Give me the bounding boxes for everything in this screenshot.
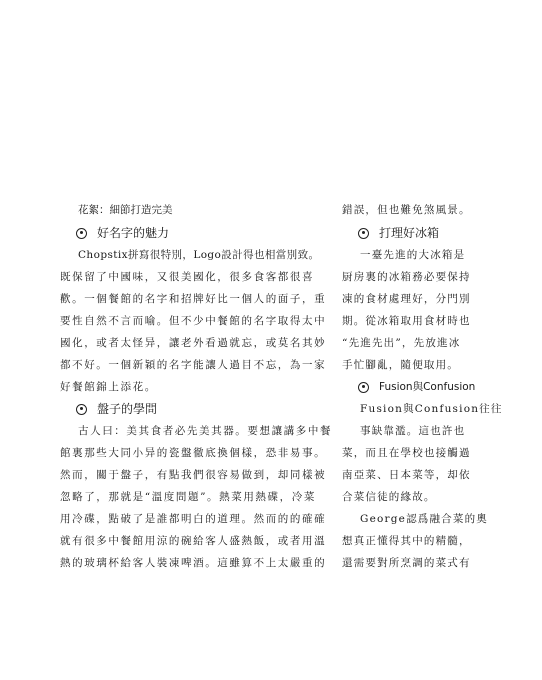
- paragraph-line: Chopstix拼寫很特別，Logo設計得也相當別致。: [78, 249, 320, 261]
- section-heading-good-name: [76, 222, 330, 244]
- paragraph-line: 要性自然不言而喻。但不少中餐館的名字取得太中: [60, 315, 327, 327]
- paragraph-line: 就有很多中餐館用涼的碗給客人盛熱飯，或者用溫: [60, 535, 327, 547]
- left-column: [60, 200, 333, 574]
- heading-text: 好名字的魅力: [97, 226, 170, 240]
- paragraph-line: 厨房裏的冰箱務必要保持: [342, 271, 471, 283]
- paragraph-line: 還需要對所烹調的菜式有: [342, 557, 471, 569]
- paragraph-line: 歡。一個餐館的名字和招牌好比一個人的面子，重: [60, 293, 327, 305]
- paragraph-line: 古人曰：美其食者必先美其器。要想讓講多中餐: [78, 425, 333, 437]
- right-column: [342, 200, 542, 574]
- paragraph-line: 好餐館錦上添花。: [60, 381, 157, 393]
- paragraph-line: 國化，或者太怪异，讓老外看過就忘，或莫名其妙: [60, 337, 327, 349]
- double-circle-bullet-icon: [358, 382, 369, 393]
- paragraph-line: 菜，而且在學校也接觸過: [342, 447, 471, 459]
- heading-text: Fusion與Confusion: [379, 381, 476, 393]
- section-heading-plates: [76, 398, 330, 420]
- paragraph-line: 忽略了，那就是“溫度問題”。熱菜用熱碟，冷菜: [60, 491, 316, 503]
- paragraph-line: 然而，關于盤子，有點我們很容易做到，却同樣被: [60, 469, 327, 481]
- paragraph-line: 凍的食材處理好，分門別: [342, 293, 471, 305]
- paragraph-line: 期。從冰箱取用食材時也: [342, 315, 471, 327]
- double-circle-bullet-icon: [76, 228, 87, 239]
- section-label: 花絮：細節打造完美: [78, 204, 173, 216]
- paragraph-line: 合菜信徒的緣故。: [342, 491, 436, 503]
- paragraph-line: Fusion與Confusion往往: [360, 403, 503, 415]
- paragraph-line: 手忙腳亂，隨便取用。: [342, 359, 459, 371]
- paragraph-line: 想真正懂得其中的精髓，: [342, 535, 471, 547]
- paragraph-line: 一臺先進的大冰箱是: [360, 249, 466, 261]
- paragraph-line: George認爲融合菜的奧: [360, 513, 488, 525]
- paragraph-line: 既保留了中國味，又很美國化，很多食客都很喜: [60, 271, 315, 283]
- double-circle-bullet-icon: [358, 228, 369, 239]
- paragraph-line: 用冷碟，點破了是誰都明白的道理。然而的的確確: [60, 513, 327, 525]
- heading-text: 盤子的學問: [97, 402, 158, 416]
- double-circle-bullet-icon: [76, 404, 87, 415]
- paragraph-line: “先進先出”，先放進冰: [342, 337, 461, 349]
- section-heading-fridge: [358, 222, 542, 244]
- paragraph-line: 都不好。一個新穎的名字能讓人過目不忘，為一家: [60, 359, 327, 371]
- heading-text: 打理好冰箱: [379, 226, 440, 240]
- paragraph-line: 南亞菜、日本菜等，却依: [342, 469, 471, 481]
- paragraph-line: 館裏那些大同小异的瓷盤徹底換個樣，恐非易事。: [60, 447, 327, 459]
- section-heading-fusion: [358, 376, 542, 398]
- paragraph-line: 熱的玻璃杯給客人裝凍啤酒。這雖算不上太嚴重的: [60, 557, 327, 569]
- paragraph-line: 錯誤，但也難免煞風景。: [342, 204, 471, 216]
- paragraph-line: 事缺靠濫。這也許也: [360, 425, 466, 437]
